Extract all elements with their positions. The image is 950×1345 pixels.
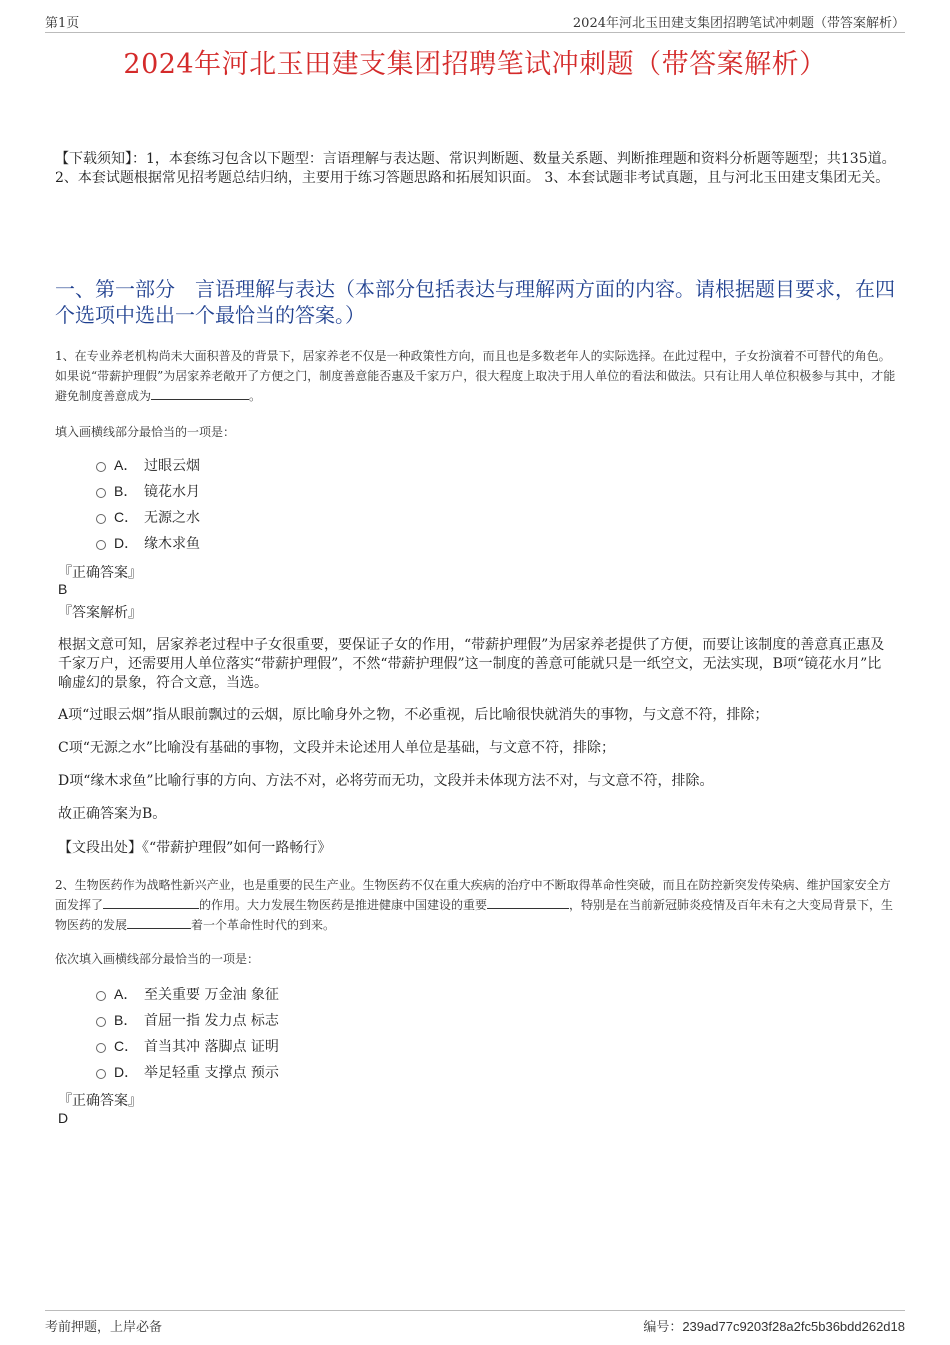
question-1-option-a[interactable]: A． 过眼云烟 (96, 452, 200, 478)
footer-code: 编号：239ad77c9203f28a2fc5b36bdd262d18 (643, 1319, 905, 1335)
radio-icon[interactable] (96, 488, 106, 498)
question-1-conclusion: 故正确答案为B。 (58, 806, 167, 822)
radio-icon[interactable] (96, 991, 106, 1001)
question-2-answer: D (58, 1110, 69, 1126)
radio-icon[interactable] (96, 540, 106, 550)
question-1-option-d[interactable]: D． 缘木求鱼 (96, 530, 200, 556)
question-1-answer-tag: 『正确答案』 (58, 565, 142, 581)
document-title: 2024年河北玉田建支集团招聘笔试冲刺题（带答案解析） (123, 49, 827, 80)
question-2-stem-d: 着一个革命性时代的到来。 (191, 918, 336, 932)
question-1-source: 【文段出处】《“带薪护理假”如何一路畅行》 (58, 840, 332, 856)
question-1-analysis-tag: 『答案解析』 (58, 605, 142, 621)
section-heading: 一、第一部分 言语理解与表达（本部分包括表达与理解两方面的内容。请根据题目要求，在四个选项中选出一个最恰当的答案。） (55, 277, 895, 327)
question-1-options (96, 452, 200, 556)
radio-icon[interactable] (96, 1017, 106, 1027)
question-2-text (55, 875, 898, 935)
question-1-answer: B (58, 581, 68, 597)
question-1-analysis-c: C项“无源之水”比喻没有基础的事物，文段并未论述用人单位是基础，与文意不符，排除； (58, 740, 616, 756)
question-1-option-c[interactable]: C． 无源之水 (96, 504, 200, 530)
question-2-blank-3 (127, 915, 191, 929)
question-1-analysis-d: D项“缘木求鱼”比喻行事的方向、方法不对，必将劳而无功，文段并未体现方法不对，与文意不符，排除。 (58, 773, 714, 789)
question-2-stem-c: ，特别是在当前新冠肺炎疫情及百年未有之大变局背景下，生物医药的发展 (55, 898, 894, 932)
page-number: 第1页 (45, 16, 80, 31)
radio-icon[interactable] (96, 1043, 106, 1053)
page-header (45, 12, 905, 33)
question-2-option-c[interactable]: C． 首当其冲 落脚点 证明 (96, 1033, 279, 1059)
question-2-answer-tag: 『正确答案』 (58, 1093, 142, 1109)
question-2-prompt: 依次填入画横线部分最恰当的一项是： (55, 952, 260, 966)
question-1-text (55, 346, 898, 406)
question-1-stem-end: 。 (249, 389, 262, 403)
question-1-prompt: 填入画横线部分最恰当的一项是： (55, 425, 236, 439)
question-1-analysis-a: A项“过眼云烟”指从眼前飘过的云烟，原比喻身外之物，不必重视，后比喻很快就消失的事物，与文意不符，排除； (58, 707, 769, 723)
radio-icon[interactable] (96, 1069, 106, 1079)
radio-icon[interactable] (96, 462, 106, 472)
question-2-blank-2 (487, 895, 569, 909)
question-1-blank (151, 386, 249, 400)
radio-icon[interactable] (96, 514, 106, 524)
question-1-option-b[interactable]: B． 镜花水月 (96, 478, 200, 504)
document-code: 239ad77c9203f28a2fc5b36bdd262d18 (682, 1319, 905, 1334)
question-2-stem-b: 的作用。大力发展生物医药是推进健康中国建设的重要 (199, 898, 488, 912)
question-2-option-b[interactable]: B． 首屈一指 发力点 标志 (96, 1007, 279, 1033)
question-2-stem-a: 2、生物医药作为战略性新兴产业，也是重要的民生产业。生物医药不仅在重大疾病的治疗中不断取得革命性突破，而且在防控新突发传染病、维护国家安全方面发挥了 (55, 878, 891, 912)
question-2-blank-1 (103, 895, 199, 909)
page-footer (45, 1310, 905, 1335)
footer-slogan: 考前押题，上岸必备 (45, 1320, 163, 1335)
download-notice: 【下载须知】：1，本套练习包含以下题型：言语理解与表达题、常识判断题、数量关系题、判断推理题和资料分析题等题型；共135道。 2、本套试题根据常见招考题总结归纳，主要用于练习答题思路和拓展知识面。 3、本套试题非考试真题，且与河北玉田建支集团无关。 (55, 151, 896, 186)
question-1-analysis-main: 根据文意可知，居家养老过程中子女很重要，要保证子女的作用，“带薪护理假”为居家养老提供了方便，而要让该制度的善意真正惠及千家万户，还需要用人单位落实“带薪护理假”，不然“带薪护理假”这一制度的善意可能就只是一纸空文，无法实现，B项“镜花水月”比喻虚幻的景象，符合文意，当选。 (58, 637, 885, 691)
question-2-option-d[interactable]: D． 举足轻重 支撑点 预示 (96, 1059, 279, 1085)
question-2-options (96, 981, 279, 1085)
question-2-option-a[interactable]: A． 至关重要 万金油 象征 (96, 981, 279, 1007)
header-doc-name: 2024年河北玉田建支集团招聘笔试冲刺题（带答案解析） (572, 16, 905, 31)
question-1-stem: 1、在专业养老机构尚未大面积普及的背景下，居家养老不仅是一种政策性方向，而且也是多数老年人的实际选择。在此过程中，子女扮演着不可替代的角色。如果说“带薪护理假”为居家养老敞开了方便之门，制度善意能否惠及千家万户，很大程度上取决于用人单位的看法和做法。只有让用人单位积极参与其中，才能避免制度善意成为 (55, 349, 896, 403)
